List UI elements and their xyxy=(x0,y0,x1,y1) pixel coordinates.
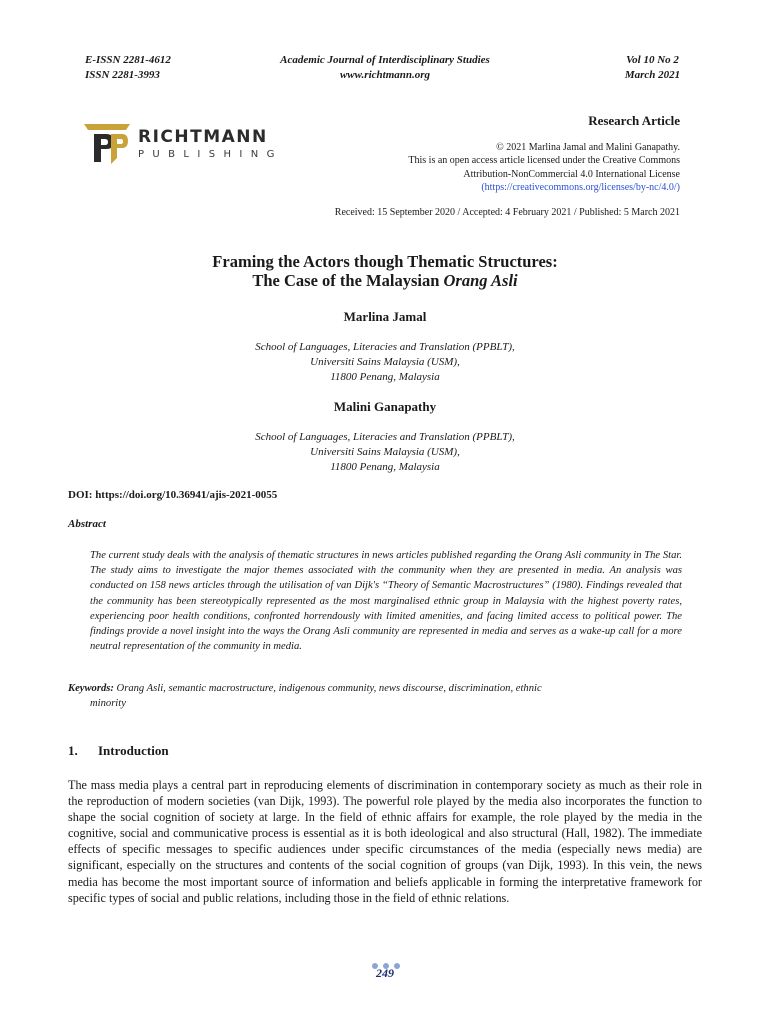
article-type: Research Article xyxy=(588,113,680,128)
issue-date: March 2021 xyxy=(624,69,681,81)
affiliation-line: Universiti Sains Malaysia (USM), xyxy=(310,356,460,368)
affiliation-line: School of Languages, Literacies and Translation (PPBLT), xyxy=(255,341,515,353)
eissn-text: E-ISSN 2281-4612 xyxy=(85,54,171,66)
abstract-heading: Abstract xyxy=(68,518,106,530)
keywords-list-cont: minority xyxy=(90,698,126,710)
paper-title xyxy=(90,252,680,290)
title-line-2 xyxy=(90,271,680,290)
affiliation-line: 11800 Penang, Malaysia xyxy=(330,371,440,383)
rp-monogram-icon xyxy=(80,118,134,170)
page-number: 249 xyxy=(376,966,394,980)
logo-brand: RICHTMANN xyxy=(138,127,268,147)
license-block xyxy=(260,141,680,195)
keywords-label: Keywords: xyxy=(68,683,114,694)
journal-block xyxy=(225,53,545,83)
author-affiliation xyxy=(90,430,680,475)
abstract-text: The current study deals with the analysis of thematic structures in news articles published regarding the Orang Asli community in The Star. The study aims to investigate the major themes associated with the community when they are presented in media. An analysis was conducted on 158 news articles through the utilisation of van Dijk's “Theory of Semantic Macrostructures” (1980). Findings revealed that the community has been stereotypically represented as the most marginalised ethnic group in Malaysia with the highest poverty rates, experiencing poor health conditions, confronted horrendously with limited amenities, and facing limited access to political power. The findings provide a novel insight into the ways the Orang Asli community are represented in media and serves as a wake-up call for a more neutral representation of the community in media. xyxy=(90,550,682,653)
title-line-2-text: The Case of the Malaysian xyxy=(252,271,444,290)
logo-subtitle: PUBLISHING xyxy=(138,149,283,160)
affiliation-line: Universiti Sains Malaysia (USM), xyxy=(310,446,460,458)
license-link[interactable]: (https://creativecommons.org/licenses/by-nc/4.0/) xyxy=(481,182,680,194)
volume-block xyxy=(610,53,695,83)
keywords-list: Orang Asli, semantic macrostructure, indigenous community, news discourse, discrimination, ethnic xyxy=(113,683,542,694)
author-affiliation xyxy=(90,340,680,385)
volume-text: Vol 10 No 2 xyxy=(626,54,679,66)
doi-link[interactable]: DOI: https://doi.org/10.36941/ajis-2021-0055 xyxy=(68,489,278,501)
introduction-text: The mass media plays a central part in reproducing elements of discrimination in contemporary society as much as their role in the reproduction of modern societies (van Dijk, 1993). The powerful role played by the media also incorporates the function to shape the social cognition of society at large. In the field of ethnic affairs for example, the role played by the media in the cognitive, social and communicative process is essential as it is both ideological and also structural (Hall, 1982). The immediate effects of specific messages to specific audiences under specific circumstances of the media (especially news media) are significant, especially on the structures and contents of the social cognition of groups (van Dijk, 1993). In this vein, the news media has become the most important source of information and beliefs applicable in forming the interpretative framework for specific types of social and public relations, including those in the field of ethnic relations. xyxy=(68,778,702,905)
title-line-2-italic: Orang Asli xyxy=(443,271,518,290)
license-name: Attribution-NonCommercial 4.0 International License xyxy=(463,168,680,180)
section-number: 1. xyxy=(68,743,78,758)
affiliation-line: 11800 Penang, Malaysia xyxy=(330,461,440,473)
license-line: This is an open access article licensed under the Creative Commons xyxy=(408,155,680,167)
author-name: Marlina Jamal xyxy=(343,309,427,324)
copyright-line: © 2021 Marlina Jamal and Malini Ganapathy. xyxy=(496,142,680,153)
title-line-1: Framing the Actors though Thematic Structures: xyxy=(212,252,558,271)
affiliation-line: School of Languages, Literacies and Translation (PPBLT), xyxy=(255,431,515,443)
journal-url[interactable]: www.richtmann.org xyxy=(339,69,431,81)
keywords xyxy=(68,681,682,711)
publisher-logo xyxy=(80,118,283,170)
section-title: Introduction xyxy=(98,743,169,758)
issn-text: ISSN 2281-3993 xyxy=(85,69,160,81)
publication-dates: Received: 15 September 2020 / Accepted: 4 February 2021 / Published: 5 March 2021 xyxy=(334,207,680,218)
journal-name: Academic Journal of Interdisciplinary Studies xyxy=(280,54,490,66)
author-name: Malini Ganapathy xyxy=(333,399,437,414)
issn-block xyxy=(85,53,171,83)
